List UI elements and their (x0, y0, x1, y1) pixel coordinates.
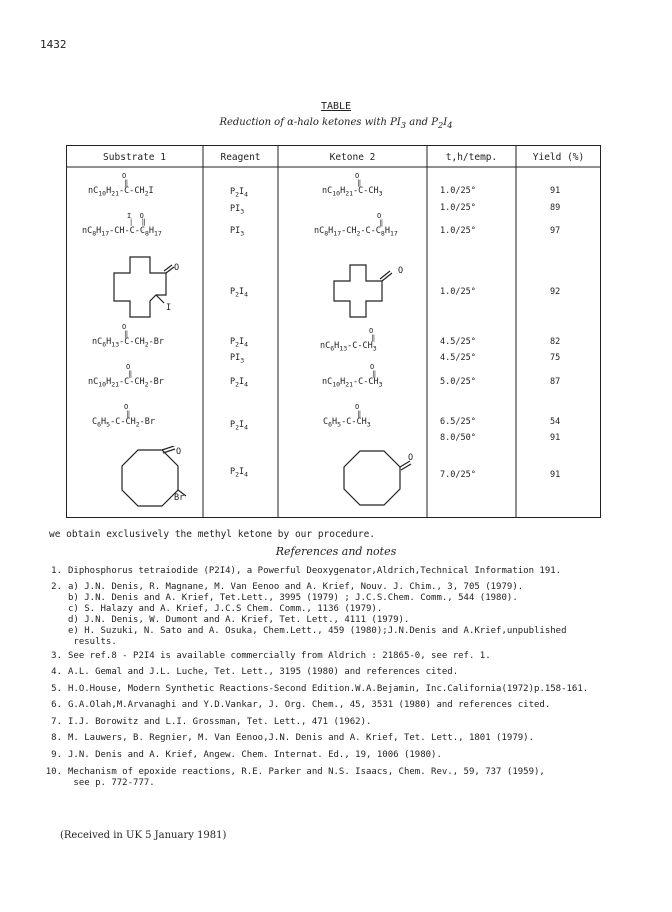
reagent: $P_2I_4$ (230, 377, 249, 389)
yield: 87 (550, 377, 561, 387)
yield: 91 (550, 470, 561, 480)
ketone-formula: $nC_8H_{17}-CH_2-C-C_8H_{17}$ (314, 226, 398, 238)
references-heading: References and notes (275, 545, 397, 558)
reference-text: M. Lauwers, B. Regnier, M. Van Eenoo,J.N. Denis and A. Krief, Tet. Lett., 1801 (1979). (68, 733, 534, 743)
yield: 97 (550, 226, 561, 236)
reference-text: A.L. Gemal and J.L. Luche, Tet. Lett., 3195 (1980) and references cited. (68, 667, 459, 677)
iodine-label: I (166, 303, 172, 313)
reference-number: 9. (51, 750, 62, 760)
reagent: $P_2I_4$ (230, 187, 249, 199)
reagent: $P_2I_4$ (230, 337, 249, 349)
reference-item (44, 667, 458, 677)
yield: 91 (550, 433, 561, 443)
yield: 75 (550, 353, 561, 363)
time-temp: 1.0/25° (440, 287, 476, 297)
reference-item (44, 626, 567, 636)
reference-item (44, 651, 491, 661)
received-note: (Received in UK 5 January 1981) (60, 830, 227, 841)
table-title: TABLE (320, 101, 352, 112)
reference-item (44, 582, 523, 592)
time-temp: 5.0/25° (440, 377, 476, 387)
yield: 89 (550, 203, 561, 213)
reference-number: 7. (51, 717, 62, 727)
time-temp: 1.0/25° (440, 186, 476, 196)
reference-number: 1. (51, 566, 62, 576)
table-caption: Reduction of α-halo ketones with $PI_3$ and $P_2I_4$ (219, 117, 453, 130)
col-header-substrate: Substrate 1 (103, 152, 166, 163)
reference-text: H.O.House, Modern Synthetic Reactions-Second Edition.W.A.Bejamin, Inc.California(1972)p.158-161. (68, 684, 589, 694)
carbonyl-oxygen-label: O (398, 266, 404, 276)
time-temp: 6.5/25° (440, 417, 476, 427)
carbonyl-oxygen-label: O (408, 453, 414, 463)
reference-item (44, 750, 442, 760)
reagent: $PI_3$ (230, 204, 245, 216)
ketone-formula: $nC_{10}H_{21}-C-CH_3$ (322, 186, 383, 198)
substrate-formula: $nC_{10}H_{21}-C-CH_2-Br$ (88, 377, 164, 389)
cyclooctanone-structure (338, 447, 418, 509)
time-temp: 8.0/50° (440, 433, 476, 443)
reference-text: J.N. Denis and A. Krief, Angew. Chem. Internat. Ed., 19, 1006 (1980). (68, 750, 442, 760)
col-header-yield: Yield (%) (532, 152, 585, 163)
reference-number: 8. (51, 733, 62, 743)
reference-item (44, 778, 155, 788)
reference-text: d) J.N. Denis, W. Dumont and A. Krief, Tet. Lett., 4111 (1979). (68, 615, 410, 625)
yield: 91 (550, 186, 561, 196)
carbonyl-oxygen-label: O (174, 263, 180, 273)
reference-item (44, 717, 371, 727)
bromine-label: Br (174, 493, 185, 503)
reference-text: c) S. Halazy and A. Krief, J.C.S Chem. Comm., 1136 (1979). (68, 604, 383, 614)
time-temp: 4.5/25° (440, 353, 476, 363)
ketone-formula: $nC_6H_{13}-C-CH_3$ (320, 341, 377, 353)
page-number: 1432 (40, 38, 67, 51)
yield: 82 (550, 337, 561, 347)
reagent: $P_2I_4$ (230, 287, 249, 299)
reference-text: e) H. Suzuki, N. Sato and A. Osuka, Chem.Lett., 459 (1980);J.N.Denis and A.Krief,unpublished (68, 626, 567, 636)
time-temp: 1.0/25° (440, 226, 476, 236)
time-temp: 1.0/25° (440, 203, 476, 213)
reference-item (44, 604, 382, 614)
reference-number: 2. (51, 582, 62, 592)
reference-text: b) J.N. Denis and A. Krief, Tet.Lett., 3995 (1979) ; J.C.S.Chem. Comm., 544 (1980). (68, 593, 518, 603)
reference-text: I.J. Borowitz and L.I. Grossman, Tet. Lett., 471 (1962). (68, 717, 372, 727)
reference-text: Mechanism of epoxide reactions, R.E. Parker and N.S. Isaacs, Chem. Rev., 59, 737 (1959), (68, 767, 545, 777)
carbonyl-oxygen-label: O (176, 447, 182, 457)
reagent: $P_2I_4$ (230, 467, 249, 479)
reference-text: see p. 772-777. (68, 778, 155, 788)
reference-number: 6. (51, 700, 62, 710)
reference-text: Diphosphorus tetraiodide (P2I4), a Powerful Deoxygenator,Aldrich,Technical Information 191. (68, 566, 562, 576)
ketone-formula: $C_6H_5-C-CH_3$ (323, 417, 371, 429)
reference-number: 5. (51, 684, 62, 694)
yield: 54 (550, 417, 561, 427)
reagent: $PI_3$ (230, 226, 245, 238)
reference-number: 10. (45, 767, 62, 777)
time-temp: 7.0/25° (440, 470, 476, 480)
col-header-ketone: Ketone 2 (329, 152, 376, 163)
substrate-formula: $nC_{10}H_{21}-C-CH_2I$ (88, 186, 154, 198)
intro-text: we obtain exclusively the methyl ketone by our procedure. (49, 529, 376, 540)
reference-item (44, 593, 518, 603)
reference-item (44, 615, 409, 625)
reference-item (44, 733, 534, 743)
reference-text: G.A.Olah,M.Arvanaghi and Y.D.Vankar, J. Org. Chem., 45, 3531 (1980) and references cited. (68, 700, 551, 710)
reference-number: 3. (51, 651, 62, 661)
ketone-formula: $nC_{10}H_{21}-C-CH_3$ (322, 377, 383, 389)
substrate-formula: $nC_6H_{13}-C-CH_2-Br$ (92, 337, 164, 349)
reference-item (44, 684, 588, 694)
reference-text: See ref.8 - P2I4 is available commercially from Aldrich : 21865-0, see ref. 1. (68, 651, 491, 661)
col-header-reagent: Reagent (220, 152, 261, 163)
reagent: $PI_3$ (230, 353, 245, 365)
substrate-formula: $C_6H_5-C-CH_2-Br$ (92, 417, 155, 429)
reference-text: a) J.N. Denis, R. Magnane, M. Van Eenoo and A. Krief, Nouv. J. Chim., 3, 705 (1979). (68, 582, 524, 592)
reference-item (44, 767, 545, 777)
yield: 92 (550, 287, 561, 297)
reference-item (44, 637, 117, 647)
col-header-time: t,h/temp. (445, 152, 498, 163)
reference-item (44, 566, 561, 576)
reference-text: results. (68, 637, 117, 647)
reference-number: 4. (51, 667, 62, 677)
substrate-formula: $nC_8H_{17}-CH-C-C_8H_{17}$ (82, 226, 162, 238)
time-temp: 4.5/25° (440, 337, 476, 347)
reagent: $P_2I_4$ (230, 420, 249, 432)
reference-item (44, 700, 550, 710)
